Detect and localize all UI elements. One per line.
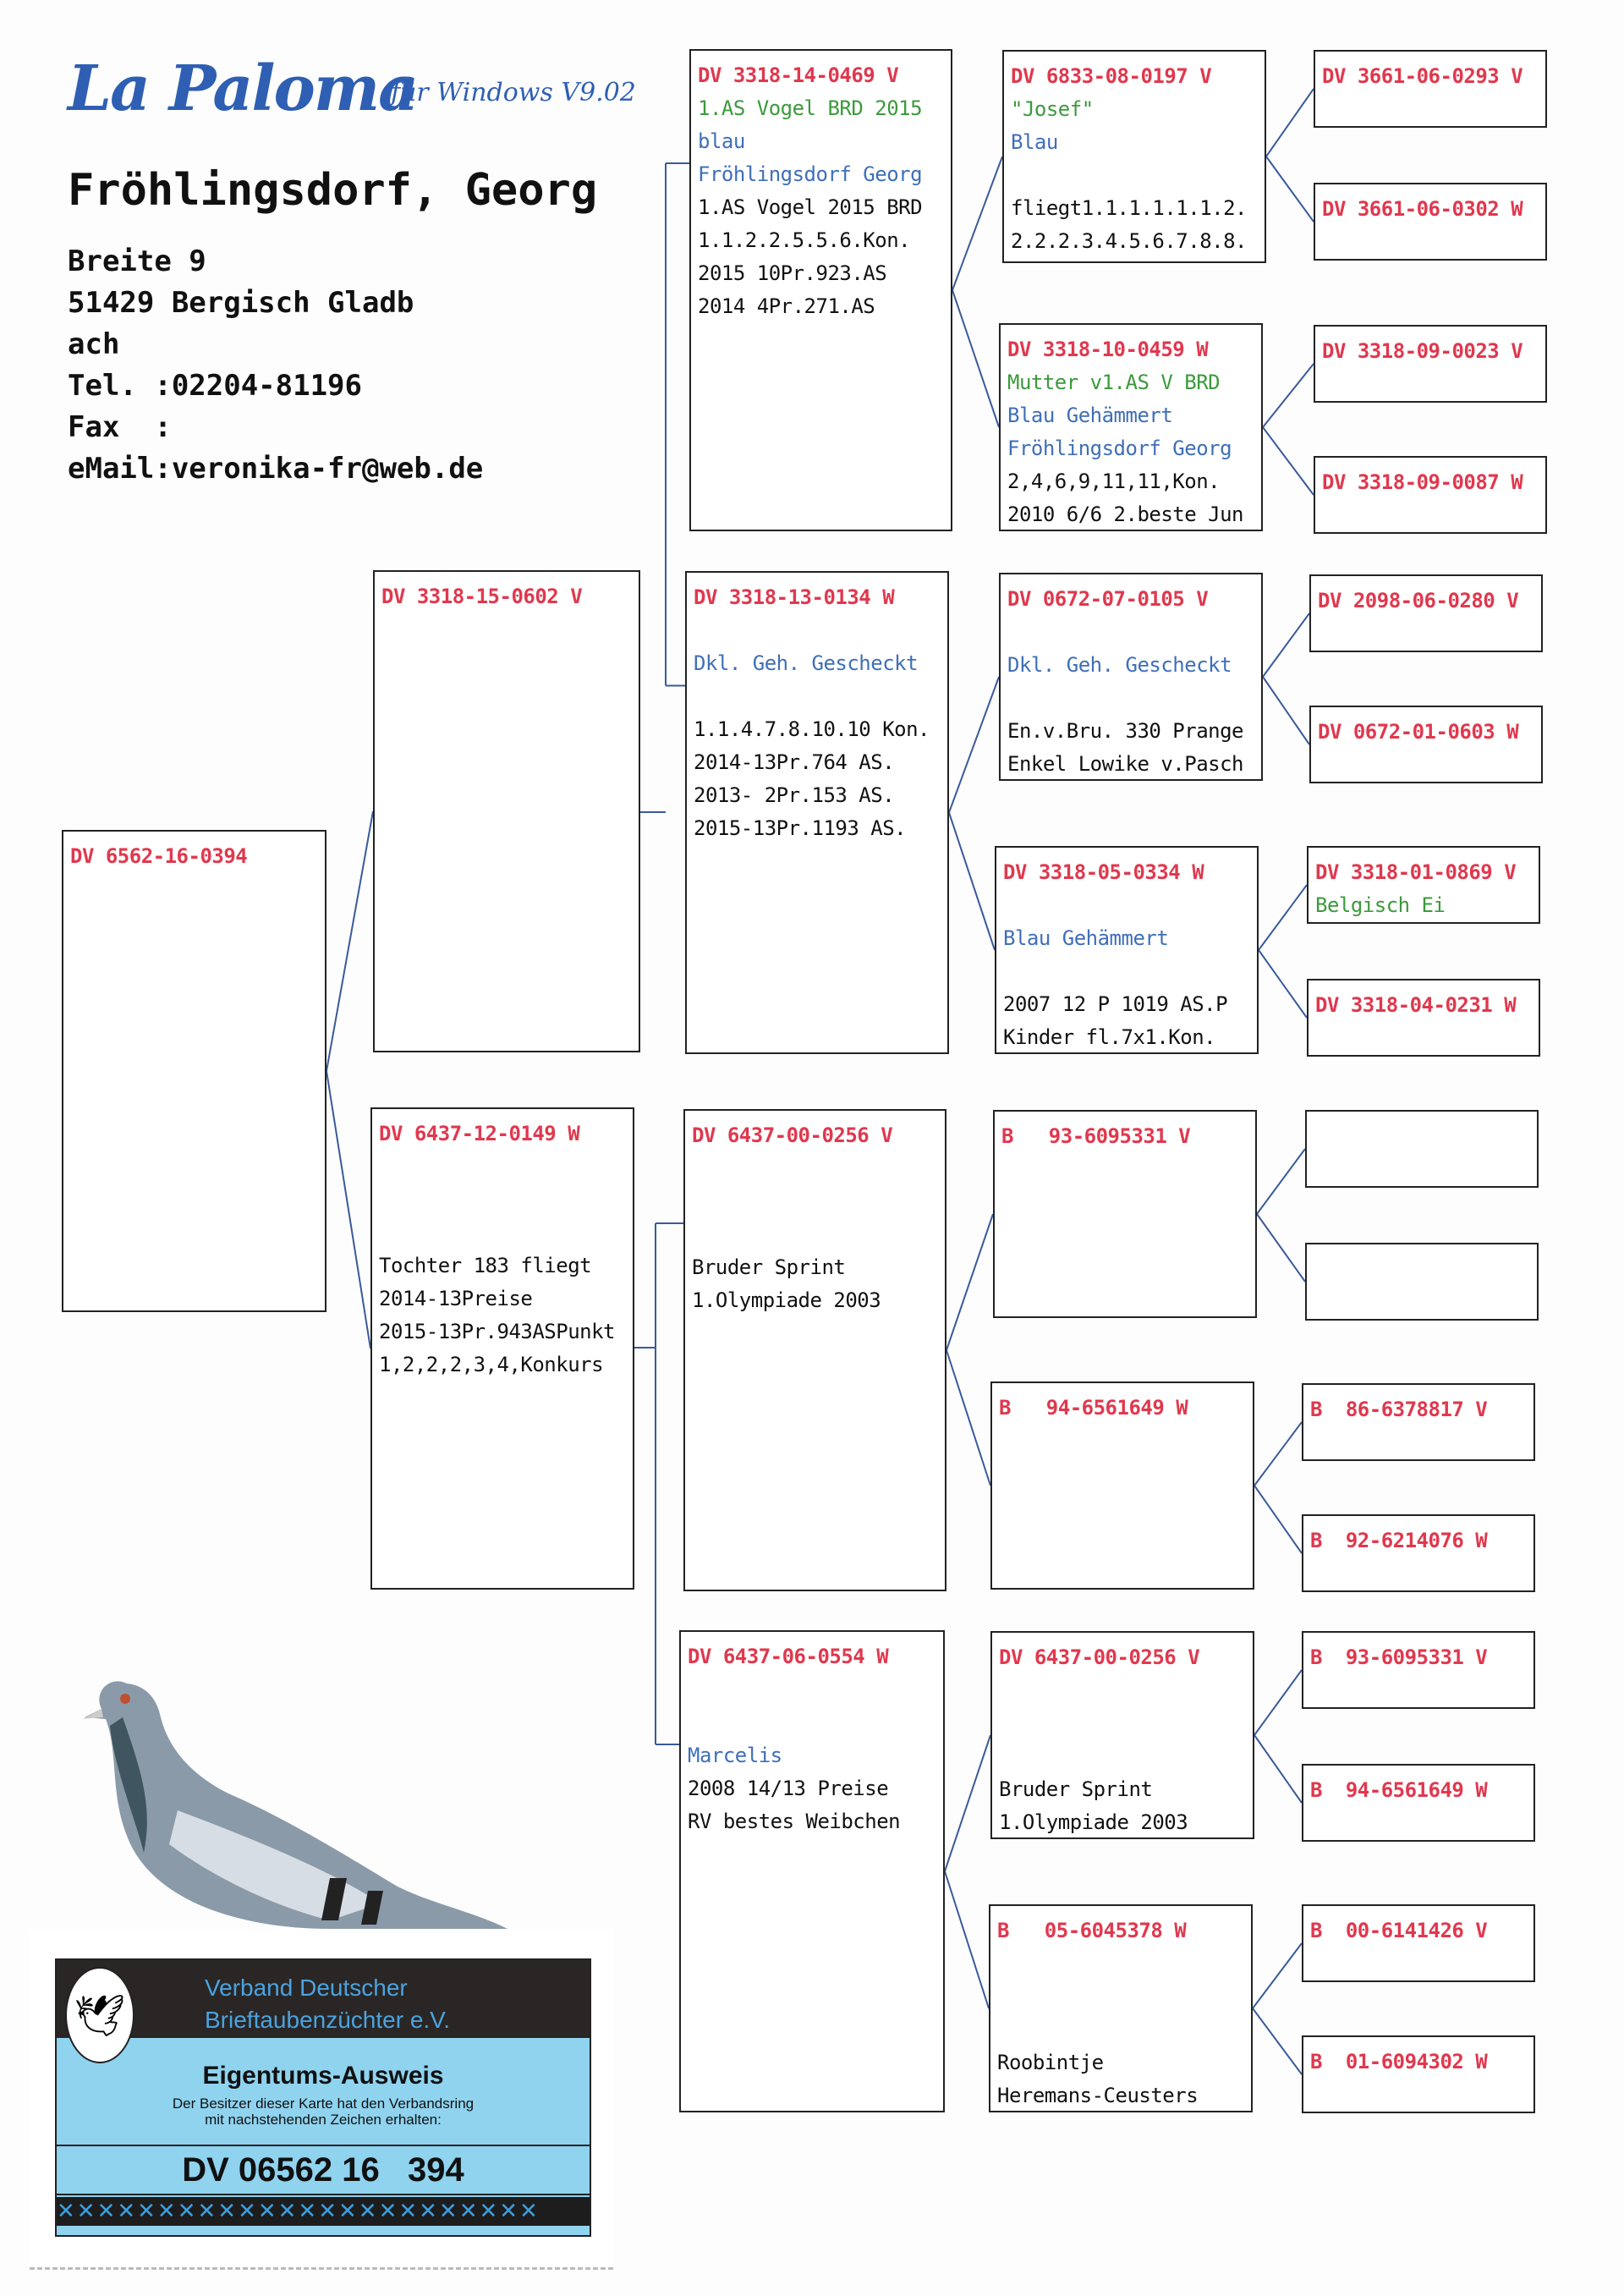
pigeon-info-line: Kinder fl.7x1.Kon. <box>1003 1025 1216 1049</box>
ring-number: DV 3318-09-0023 V <box>1322 339 1523 363</box>
pigeon-info-line: 1.Olympiade 2003 <box>999 1810 1188 1834</box>
pigeon-info-line: 2.2.2.3.4.5.6.7.8.8. <box>1011 229 1247 253</box>
pigeon-info-line: Tochter 183 fliegt <box>379 1254 592 1277</box>
ring-number: B 94-6561649 W <box>1310 1778 1488 1802</box>
pigeon-info-line: Fröhlingsdorf Georg <box>698 162 923 186</box>
pigeon-info-line <box>999 1740 1253 1773</box>
pedigree-box-sdds[interactable] <box>1307 846 1540 924</box>
pigeon-info-line <box>997 1980 1251 2013</box>
connector-line <box>1253 2008 1302 2074</box>
pedigree-box-subject[interactable] <box>62 830 326 1312</box>
pigeon-info-line: 2014-13Preise <box>379 1287 533 1310</box>
ring-number: DV 6437-00-0256 V <box>692 1123 893 1147</box>
connector-line <box>949 677 999 813</box>
pigeon-info-line: Fröhlingsdorf Georg <box>1007 437 1232 460</box>
owner-name: Fröhlingsdorf, Georg <box>68 165 598 216</box>
pigeon-info-line: 2,4,6,9,11,11,Kon. <box>1007 470 1221 493</box>
ring-number: B 00-6141426 V <box>1310 1919 1488 1942</box>
pigeon-info-line: Bruder Sprint <box>999 1777 1153 1801</box>
pedigree-box-dds[interactable] <box>990 1631 1254 1839</box>
pigeon-info-line: RV bestes Weibchen <box>688 1810 901 1833</box>
connector-line <box>1259 950 1307 1018</box>
ring-number: DV 6562-16-0394 <box>70 844 248 868</box>
connector-line <box>1254 1486 1302 1553</box>
pedigree-box-sss[interactable] <box>1002 50 1266 263</box>
pigeon-info-line: Blau Gehämmert <box>1003 926 1169 950</box>
pigeon-info-line: 1.AS Vogel BRD 2015 <box>698 96 923 120</box>
pedigree-box-ddds[interactable] <box>1302 1904 1535 1982</box>
connector-line <box>949 813 995 951</box>
pigeon-photo <box>76 1650 516 1937</box>
pedigree-box-dsd[interactable] <box>990 1381 1254 1590</box>
ring-number: DV 0672-01-0603 W <box>1318 720 1519 744</box>
pigeon-info-line: Bruder Sprint <box>692 1255 846 1279</box>
pigeon-info-line: fliegt1.1.1.1.1.1.2. <box>1011 196 1247 220</box>
pigeon-info-line <box>692 1152 945 1185</box>
pigeon-info-line: 2014-13Pr.764 AS. <box>694 750 895 774</box>
pigeon-info-line: Heremans-Ceusters <box>997 2084 1199 2107</box>
connector-line <box>952 290 999 427</box>
pedigree-box-ss[interactable] <box>689 49 952 531</box>
connector-line <box>1263 364 1314 427</box>
connector-line <box>1259 885 1307 950</box>
pedigree-box-sd[interactable] <box>685 571 949 1054</box>
pigeon-info-line <box>1007 616 1261 649</box>
pigeon-info-line: 2008 14/13 Preise <box>688 1777 889 1800</box>
connector-line <box>1266 157 1314 222</box>
pigeon-info-line <box>997 1947 1251 1980</box>
pigeon-info-line: 2015 10Pr.923.AS <box>698 261 887 285</box>
pedigree-box-dam[interactable] <box>370 1107 634 1590</box>
pigeon-info-line: Belgisch Ei <box>1315 893 1446 917</box>
ring-number: DV 2098-06-0280 V <box>1318 589 1519 612</box>
pigeon-info-line <box>1003 955 1257 988</box>
pigeon-info-line: Mutter v1.AS V BRD <box>1007 371 1221 394</box>
connector-line <box>1263 677 1309 744</box>
pedigree-box-sddd[interactable] <box>1307 979 1540 1057</box>
pigeon-info-line: 2007 12 P 1019 AS.P <box>1003 992 1228 1016</box>
pigeon-info-line <box>694 614 947 647</box>
card-text <box>57 2096 590 2128</box>
ring-number: B 94-6561649 W <box>999 1396 1188 1420</box>
pedigree-box-dd[interactable] <box>679 1630 945 2112</box>
ring-number: B 01-6094302 W <box>1310 2050 1488 2074</box>
pigeon-info-line: Blau Gehämmert <box>1007 404 1173 427</box>
ring-number: B 92-6214076 W <box>1310 1529 1488 1552</box>
connector-line <box>1257 1214 1305 1282</box>
pigeon-info-line: 2015-13Pr.1193 AS. <box>694 816 907 840</box>
ring-number: DV 3318-14-0469 V <box>698 63 899 87</box>
connector-line <box>326 1071 370 1348</box>
ring-number: DV 3661-06-0302 W <box>1322 197 1523 221</box>
pigeon-info-line: 2014 4Pr.271.AS <box>698 294 875 318</box>
ring-number: DV 3318-15-0602 V <box>381 585 583 608</box>
pedigree-box-sdss[interactable] <box>1309 574 1543 652</box>
pigeon-info-line <box>1011 159 1265 192</box>
pedigree-box-dssd[interactable] <box>1305 1243 1539 1321</box>
ring-number: DV 6833-08-0197 V <box>1011 64 1212 88</box>
pedigree-box-ddss[interactable] <box>1302 1631 1535 1709</box>
connector-line <box>946 1214 993 1350</box>
ring-number: B 05-6045378 W <box>997 1919 1187 1942</box>
connector-line <box>326 811 373 1071</box>
pedigree-box-dsds[interactable] <box>1302 1383 1535 1461</box>
ring-number: DV 3318-10-0459 W <box>1007 338 1209 361</box>
pigeon-info-line: blau <box>698 129 745 153</box>
ownership-card <box>30 1929 613 2270</box>
pedigree-box-ddsd[interactable] <box>1302 1764 1535 1842</box>
ring-number: B 93-6095331 V <box>1001 1124 1191 1148</box>
pigeon-info-line <box>379 1151 633 1184</box>
ring-number: B 93-6095331 V <box>1310 1645 1488 1669</box>
pigeon-info-line <box>1003 889 1257 922</box>
pedigree-box-sds[interactable] <box>999 573 1263 781</box>
card-organization <box>205 1972 450 2036</box>
pigeon-info-line: 2015-13Pr.943ASPunkt <box>379 1320 615 1343</box>
pigeon-info-line: Dkl. Geh. Gescheckt <box>694 651 919 675</box>
ring-number: DV 3318-09-0087 W <box>1322 470 1523 494</box>
pigeon-info-line <box>694 680 947 713</box>
pedigree-box-dss[interactable] <box>993 1110 1257 1318</box>
pigeon-info-line: 2010 6/6 2.beste Jun <box>1007 503 1243 526</box>
connector-line <box>1254 1735 1302 1803</box>
dove-emblem-icon: 🕊 <box>65 1967 134 2063</box>
connector-line <box>946 1350 990 1486</box>
card-title: Eigentums-Ausweis <box>202 2062 444 2090</box>
connector-line <box>1266 89 1314 157</box>
card-text-line: Der Besitzer dieser Karte hat den Verbandsring <box>172 2096 475 2112</box>
pigeon-info-line: 1.Olympiade 2003 <box>692 1288 881 1312</box>
ring-number: B 86-6378817 V <box>1310 1398 1488 1421</box>
pedigree-box-ssss[interactable] <box>1314 50 1547 128</box>
address-line: ach <box>68 327 120 361</box>
pigeon-info-line: Enkel Lowike v.Pasch <box>1007 752 1243 776</box>
address-line: 51429 Bergisch Gladb <box>68 286 414 320</box>
pedigree-box-ddd[interactable] <box>989 1904 1253 2112</box>
pigeon-info-line: 1.1.4.7.8.10.10 Kon. <box>694 717 930 741</box>
pedigree-box-ds[interactable] <box>683 1109 946 1591</box>
ring-number: DV 3318-04-0231 W <box>1315 993 1517 1017</box>
pigeon-info-line <box>688 1673 943 1706</box>
pedigree-box-dsss[interactable] <box>1305 1110 1539 1188</box>
ring-number: DV 6437-12-0149 W <box>379 1122 580 1145</box>
card-pattern-band: ✕✕✕✕✕✕✕✕✕✕✕✕✕✕✕✕✕✕✕✕✕✕✕✕ <box>57 2197 590 2226</box>
connector-line <box>945 1871 989 2008</box>
address-line: Breite 9 <box>68 244 206 278</box>
pedigree-box-sdd[interactable] <box>995 846 1259 1054</box>
connector-line <box>1254 1670 1302 1735</box>
connector-line <box>1257 1149 1305 1214</box>
ring-number: DV 3318-13-0134 W <box>694 585 895 609</box>
ring-number: DV 0672-07-0105 V <box>1007 587 1209 611</box>
pigeon-info-line <box>688 1706 943 1739</box>
card-ring-number: DV 06562 16 394 <box>57 2145 590 2195</box>
pedigree-box-sdsd[interactable] <box>1309 706 1543 783</box>
pigeon-info-line: Marcelis <box>688 1744 782 1767</box>
pedigree-box-dddd[interactable] <box>1302 2035 1535 2113</box>
pigeon-info-line <box>999 1674 1253 1707</box>
connector-line <box>1263 427 1314 495</box>
pigeon-info-line <box>379 1184 633 1217</box>
ring-number: DV 6437-06-0554 W <box>688 1645 889 1668</box>
pigeon-info-line <box>1007 682 1261 715</box>
pigeon-info-line <box>997 2013 1251 2046</box>
ring-number: DV 3318-01-0869 V <box>1315 860 1517 884</box>
email-line: eMail:veronika-fr@web.de <box>68 452 484 486</box>
connector-line <box>1254 1422 1302 1486</box>
pigeon-info-line: En.v.Bru. 330 Prange <box>1007 719 1243 743</box>
owner-address <box>68 241 483 490</box>
pigeon-info-line <box>692 1185 945 1218</box>
pigeon-info-line: "Josef" <box>1011 97 1094 121</box>
pigeon-info-line: 1.1.2.2.5.5.6.Kon. <box>698 228 911 252</box>
ring-number: DV 6437-00-0256 V <box>999 1645 1200 1669</box>
app-version: für Windows V9.02 <box>391 78 636 107</box>
ring-number: DV 3318-05-0334 W <box>1003 860 1204 884</box>
card-text-line: mit nachstehenden Zeichen erhalten: <box>205 2112 442 2128</box>
app-logo: La Paloma <box>68 52 418 125</box>
connector-line <box>1263 613 1309 677</box>
pigeon-info-line: 2013- 2Pr.153 AS. <box>694 783 895 807</box>
pigeon-info-line <box>379 1217 633 1250</box>
pigeon-info-line <box>999 1707 1253 1740</box>
phone-line: Tel. :02204-81196 <box>68 369 362 403</box>
pedigree-box-ssds[interactable] <box>1314 325 1547 403</box>
connector-line <box>952 157 1002 290</box>
fax-line: Fax : <box>68 410 172 444</box>
card-org-line: Verband Deutscher <box>205 1975 408 2001</box>
pedigree-box-ssdd[interactable] <box>1314 456 1547 534</box>
pigeon-info-line: 1,2,2,2,3,4,Konkurs <box>379 1353 604 1376</box>
pigeon-info-line: 1.AS Vogel 2015 BRD <box>698 195 923 219</box>
card-org-line: Brieftaubenzüchter e.V. <box>205 2007 451 2033</box>
pigeon-info-line: Roobintje <box>997 2051 1104 2074</box>
pedigree-box-sire[interactable] <box>373 570 640 1052</box>
ring-number: DV 3661-06-0293 V <box>1322 64 1523 88</box>
pigeon-info-line: Dkl. Geh. Gescheckt <box>1007 653 1232 677</box>
pigeon-info-line: Blau <box>1011 130 1058 154</box>
connector-line <box>945 1735 990 1871</box>
pedigree-box-sssd[interactable] <box>1314 183 1547 261</box>
pedigree-box-ssd[interactable] <box>999 323 1263 531</box>
pedigree-box-dsdd[interactable] <box>1302 1514 1535 1592</box>
connector-line <box>1253 1943 1302 2008</box>
pigeon-info-line <box>692 1218 945 1251</box>
